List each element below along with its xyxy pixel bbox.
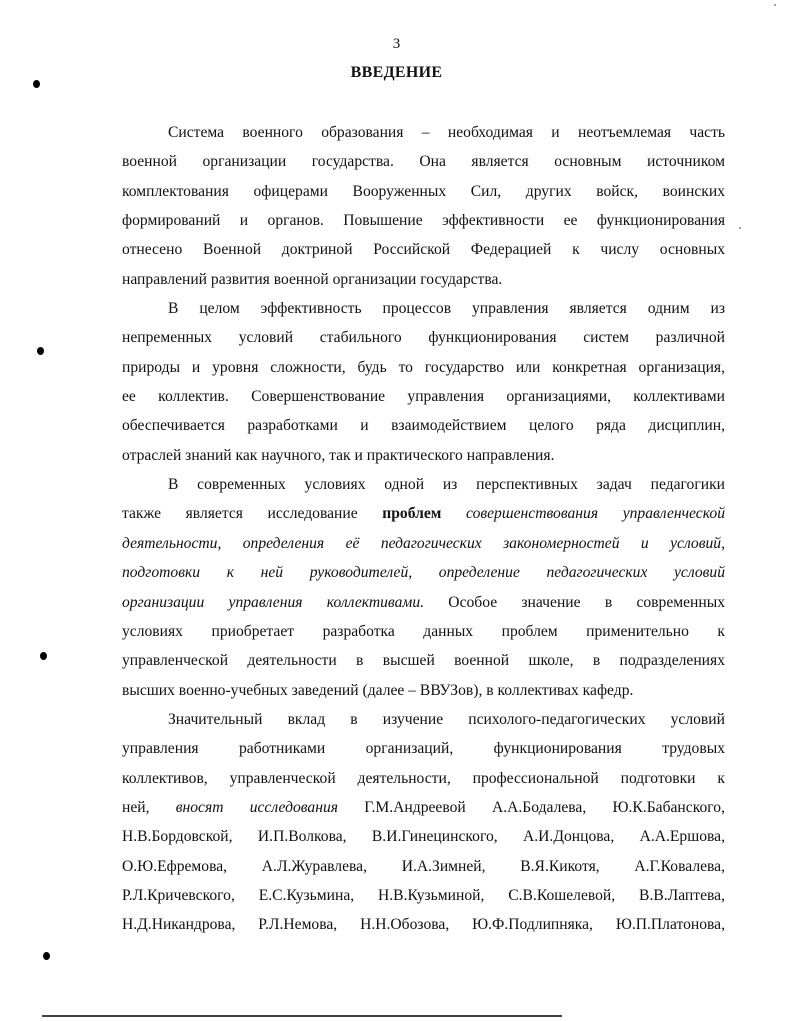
text-line — [122, 499, 725, 528]
text-line: Н.В.Бордовской, И.П.Волкова, В.И.Гинецинского, А.И.Донцова, А.А.Ершова, — [122, 828, 725, 846]
text-line: условиях приобретает разработка данных проблем применительно к — [122, 622, 725, 640]
text-line: отнесено Военной доктриной Российской Федерацией к числу основных — [122, 241, 725, 259]
text-segment: проблем — [382, 505, 442, 523]
text-line — [122, 558, 725, 587]
text-line: Значительный вклад в изучение психолого-педагогических условий — [168, 710, 725, 728]
binder-hole-mark-1 — [33, 80, 40, 88]
text-line: ее коллектив. Совершенствование управления организациями, коллективами — [122, 388, 725, 406]
text-segment: ней, — [122, 798, 176, 816]
text-line: отраслей знаний как научного, так и практического направления. — [122, 446, 555, 464]
text-line: Н.Д.Никандрова, Р.Л.Немова, Н.Н.Обозова, Ю.Ф.Подлипняка, Ю.П.Платонова, — [122, 916, 725, 934]
text-line — [122, 529, 725, 558]
text-line: высших военно-учебных заведений (далее – ВВУЗов), в коллективах кафедр. — [122, 681, 634, 699]
binder-hole-mark-2 — [37, 347, 44, 355]
scan-speck — [774, 4, 776, 6]
text-segment: вносят исследования — [175, 798, 338, 816]
text-segment: также является исследование — [122, 505, 383, 523]
page-number: 3 — [392, 36, 401, 52]
scan-bottom-rule — [42, 1015, 562, 1017]
section-title: ВВЕДЕНИЕ — [350, 64, 443, 81]
text-line — [122, 588, 725, 617]
text-line: В современных условиях одной из перспективных задач педагогики — [168, 476, 725, 494]
text-line: обеспечивается разработками и взаимодействием целого ряда дисциплин, — [122, 417, 725, 435]
text-line: Р.Л.Кричевского, Е.С.Кузьмина, Н.В.Кузьминой, С.В.Кошелевой, В.В.Лаптева, — [122, 886, 725, 904]
body-text — [122, 118, 725, 940]
text-segment: подготовки к ней руководителей, определение педагогических условий — [122, 564, 725, 582]
text-segment: организации управления коллективами. — [122, 593, 425, 611]
text-line: В целом эффективность процессов управления является одним из — [168, 300, 725, 318]
text-line: формирований и органов. Повышение эффективности ее функционирования — [122, 212, 725, 230]
text-line: управленческой деятельности в высшей военной школе, в подразделениях — [122, 652, 725, 670]
text-line: непременных условий стабильного функционирования систем различной — [122, 329, 725, 347]
text-line: комплектования офицерами Вооруженных Сил, других войск, воинских — [122, 182, 725, 200]
binder-hole-mark-4 — [43, 952, 50, 960]
text-segment: Г.М.Андреевой А.А.Бодалева, Ю.К.Бабанского, — [338, 798, 725, 816]
text-segment: деятельности, определения её педагогических закономерностей и условий, — [122, 534, 725, 552]
text-segment: совершенствования управленческой — [441, 505, 725, 523]
text-line: коллективов, управленческой деятельности, профессиональной подготовки к — [122, 769, 725, 787]
text-line: военной организации государства. Она является основным источником — [122, 153, 725, 171]
binder-hole-mark-3 — [40, 652, 47, 660]
text-line — [122, 793, 725, 822]
scan-speck — [739, 227, 741, 229]
text-line: направлений развития военной организации государства. — [122, 270, 503, 288]
text-line: управления работниками организаций, функционирования трудовых — [122, 740, 725, 758]
text-line: Система военного образования – необходимая и неотъемлемая часть — [168, 124, 725, 141]
text-line: О.Ю.Ефремова, А.Л.Журавлева, И.А.Зимней, В.Я.Кикотя, А.Г.Ковалева, — [122, 857, 725, 875]
text-line: природы и уровня сложности, будь то государство или конкретная организация, — [122, 358, 725, 376]
text-segment: Особое значение в современных — [424, 593, 725, 611]
